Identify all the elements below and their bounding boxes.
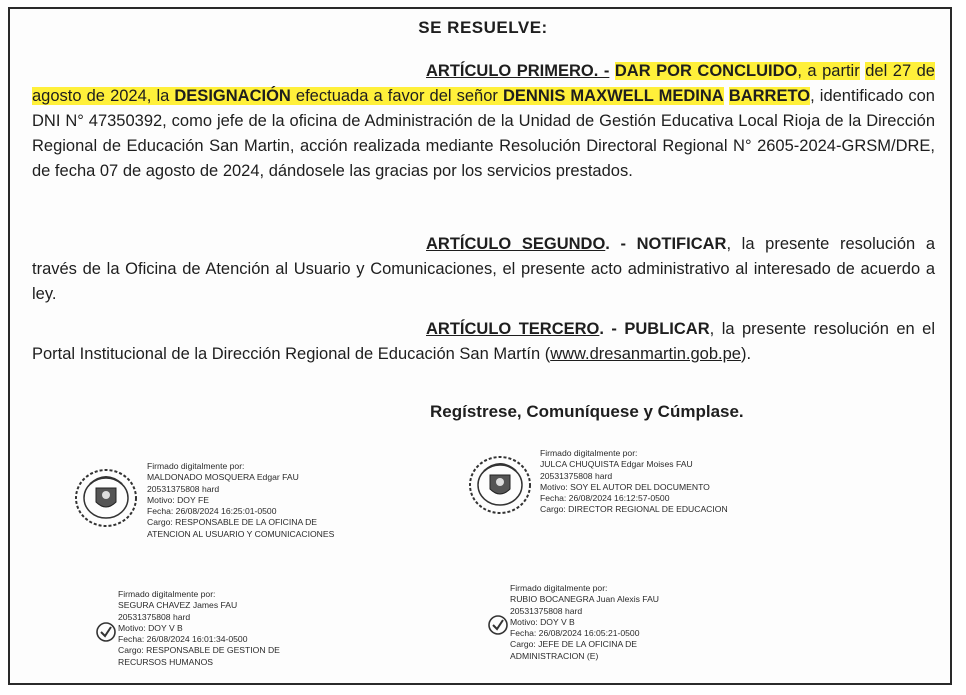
digital-signature-4 [510,583,659,662]
signature-line: Motivo: DOY FE [147,494,209,505]
signature-line: Cargo: RESPONSABLE DE GESTION DE [118,645,280,656]
article-tercero-label: ARTÍCULO TERCERO [426,320,600,338]
signature-line: MALDONADO MOSQUERA Edgar FAU [147,472,299,483]
signature-line: 20531375808 hard [147,483,220,494]
article-primero-designation: DESIGNACIÓN [174,87,291,105]
official-seal-icon [72,464,140,530]
signature-line: Motivo: SOY EL AUTOR DEL DOCUMENTO [540,481,710,492]
signature-line: Motivo: DOY V B [510,616,575,627]
signature-line: Cargo: DIRECTOR REGIONAL DE EDUCACION [540,504,728,515]
signature-line: Fecha: 26/08/2024 16:05:21-0500 [510,628,640,639]
signature-line: ATENCION AL USUARIO Y COMUNICACIONES [147,528,335,539]
article-primero-text-c: efectuada a favor del señor [290,87,503,105]
article-tercero [32,317,935,367]
resolution-heading: SE RESUELVE: [418,18,548,37]
person-name-line2: BARRETO [728,87,811,105]
official-seal-icon [466,451,534,517]
signature-line: Motivo: DOY V B [118,622,183,633]
check-seal-icon [95,621,117,643]
article-tercero-body: , la presente resolución en el Portal Institucional de la Dirección Regional de Educación San Martín ( [32,320,935,363]
signature-line: Fecha: 26/08/2024 16:12:57-0500 [540,493,670,504]
person-name-line1: DENNIS MAXWELL MEDINA [503,87,724,105]
signature-line: Firmado digitalmente por: [510,583,608,593]
article-primero-text-b: , la [146,87,175,105]
article-primero-label: ARTÍCULO PRIMERO. - [426,62,610,80]
signature-line: RECURSOS HUMANOS [118,656,214,667]
signature-line: JULCA CHUQUISTA Edgar Moises FAU [540,459,693,470]
article-tercero-end: ). [740,345,752,363]
signature-line: Fecha: 26/08/2024 16:25:01-0500 [147,506,277,517]
article-primero-text-a: , a partir [797,62,860,80]
signature-line: 20531375808 hard [118,611,191,622]
signature-line: Fecha: 26/08/2024 16:01:34-0500 [118,634,248,645]
article-segundo-action: NOTIFICAR [636,235,727,253]
signature-line: Cargo: RESPONSABLE DE LA OFICINA DE [147,517,318,528]
signature-line: Firmado digitalmente por: [540,448,638,458]
signature-line: Firmado digitalmente por: [118,589,216,599]
article-primero-date: del 27 de agosto de 2024 [32,62,935,105]
article-primero-action: DAR POR CONCLUIDO [614,62,798,80]
signature-line: 20531375808 hard [540,470,613,481]
article-primero [32,59,935,184]
article-primero-body: , identificado con DNI N° 47350392, como jefe de la oficina de Administración de la Unidad de Gestión Educativa Local Rioja de la Dirección Regional de Educación San Martin, acción realizada mediante Resolución Directoral Regional N° 2605-2024-GRSM/DRE, de fecha 07 de agosto de 2024, dándosele las gracias por los servicios prestados. [32,87,935,180]
portal-link[interactable]: www.dresanmartin.gob.pe [550,345,741,363]
signature-line: 20531375808 hard [510,605,583,616]
closing-formula: Regístrese, Comuníquese y Cúmplase. [430,402,744,421]
article-segundo-label: ARTÍCULO SEGUNDO [426,235,606,253]
digital-signature-2 [540,448,728,516]
signature-line: SEGURA CHAVEZ James FAU [118,600,238,611]
signature-line: Firmado digitalmente por: [147,461,245,471]
signature-line: Cargo: JEFE DE LA OFICINA DE [510,639,638,650]
digital-signature-1 [147,461,334,540]
article-segundo [32,232,935,307]
article-segundo-body: , la presente resolución a través de la Oficina de Atención al Usuario y Comunicaciones, el presente acto administrativo al interesado de acuerdo a ley. [32,235,935,303]
digital-signature-3 [118,589,280,668]
signature-line: RUBIO BOCANEGRA Juan Alexis FAU [510,594,660,605]
article-tercero-sep: . - [599,320,625,338]
article-tercero-action: PUBLICAR [624,320,710,338]
check-seal-icon [487,614,509,636]
signature-line: ADMINISTRACION (E) [510,650,599,661]
article-segundo-sep: . - [605,235,637,253]
